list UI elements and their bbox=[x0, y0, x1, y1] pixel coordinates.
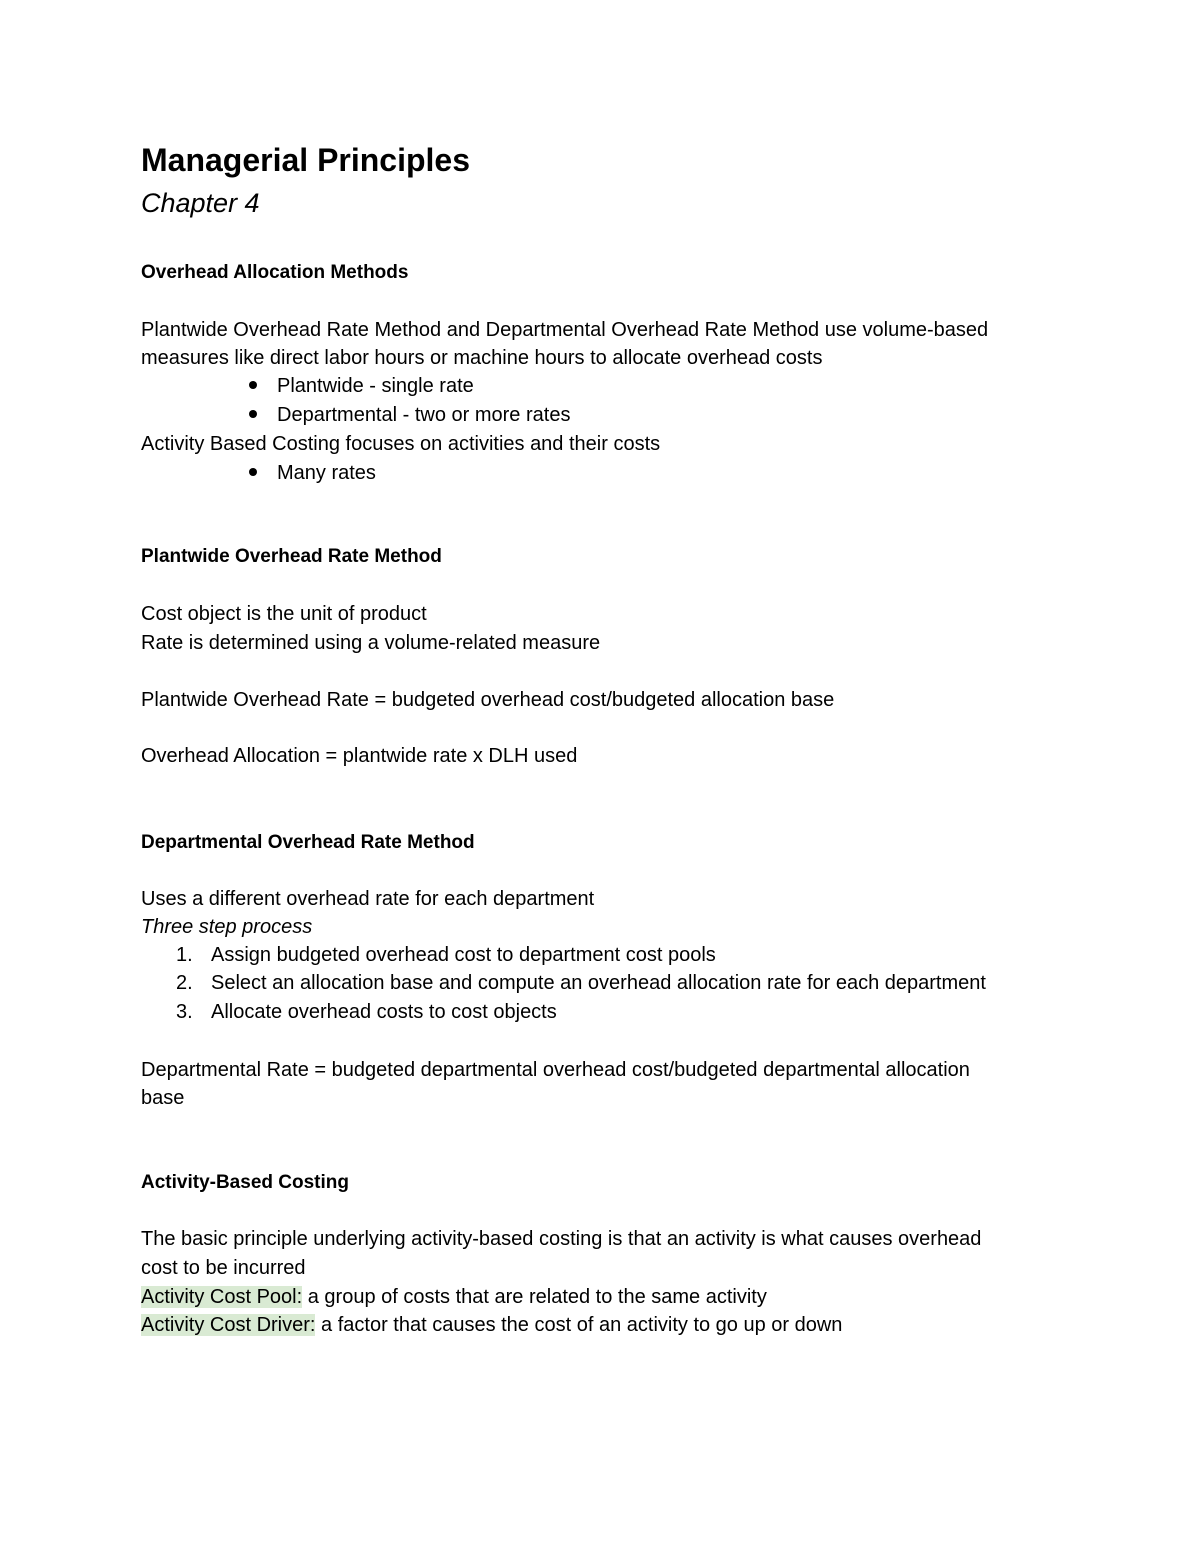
numbered-item bbox=[176, 998, 557, 1027]
highlighted-term: Activity Cost Pool: bbox=[141, 1286, 303, 1308]
item-number: 2. bbox=[176, 972, 193, 994]
numbered-item bbox=[176, 969, 986, 998]
formula-line: Overhead Allocation = plantwide rate x DLH used bbox=[141, 745, 578, 767]
section-heading-activity-based-costing: Activity-Based Costing bbox=[141, 1172, 349, 1193]
definition-line bbox=[141, 1283, 1061, 1312]
paragraph-line: cost to be incurred bbox=[141, 1257, 306, 1279]
definition-text: a factor that causes the cost of an activity to go up or down bbox=[315, 1314, 843, 1336]
highlighted-term: Activity Cost Driver: bbox=[141, 1314, 316, 1336]
paragraph-line: measures like direct labor hours or machine hours to allocate overhead costs bbox=[141, 347, 823, 369]
item-number: 1. bbox=[176, 944, 193, 966]
paragraph-line: The basic principle underlying activity-based costing is that an activity is what causes overhead bbox=[141, 1228, 982, 1250]
bullet-text: Plantwide - single rate bbox=[277, 375, 474, 397]
paragraph-line: Uses a different overhead rate for each department bbox=[141, 888, 595, 910]
bullet-item bbox=[249, 401, 570, 430]
document-title: Managerial Principles bbox=[141, 142, 471, 178]
paragraph-line: Cost object is the unit of product bbox=[141, 603, 427, 625]
formula-line: Departmental Rate = budgeted departmental overhead cost/budgeted departmental allocation bbox=[141, 1059, 970, 1081]
item-text: Assign budgeted overhead cost to department cost pools bbox=[211, 944, 716, 966]
bullet-icon bbox=[249, 410, 257, 418]
section-heading-departmental-overhead-rate-method: Departmental Overhead Rate Method bbox=[141, 832, 475, 853]
bullet-text: Departmental - two or more rates bbox=[277, 404, 571, 426]
numbered-item bbox=[176, 941, 716, 970]
formula-line: Plantwide Overhead Rate = budgeted overhead cost/budgeted allocation base bbox=[141, 689, 835, 711]
document-subtitle: Chapter 4 bbox=[141, 188, 260, 218]
paragraph-line: Plantwide Overhead Rate Method and Departmental Overhead Rate Method use volume-based bbox=[141, 319, 989, 341]
item-text: Select an allocation base and compute an overhead allocation rate for each department bbox=[211, 972, 986, 994]
formula-line: base bbox=[141, 1087, 185, 1109]
bullet-item bbox=[249, 372, 474, 401]
item-text: Allocate overhead costs to cost objects bbox=[211, 1001, 557, 1023]
process-label: Three step process bbox=[141, 916, 313, 938]
definition-line bbox=[141, 1311, 1061, 1340]
bullet-icon bbox=[249, 381, 257, 389]
paragraph-line: Rate is determined using a volume-related measure bbox=[141, 632, 601, 654]
section-heading-overhead-allocation-methods: Overhead Allocation Methods bbox=[141, 262, 409, 283]
bullet-text: Many rates bbox=[277, 462, 376, 484]
paragraph-line: Activity Based Costing focuses on activities and their costs bbox=[141, 433, 661, 455]
item-number: 3. bbox=[176, 1001, 193, 1023]
bullet-item bbox=[249, 459, 376, 488]
section-heading-plantwide-overhead-rate-method: Plantwide Overhead Rate Method bbox=[141, 546, 442, 567]
definition-text: a group of costs that are related to the same activity bbox=[302, 1286, 767, 1308]
bullet-icon bbox=[249, 468, 257, 476]
